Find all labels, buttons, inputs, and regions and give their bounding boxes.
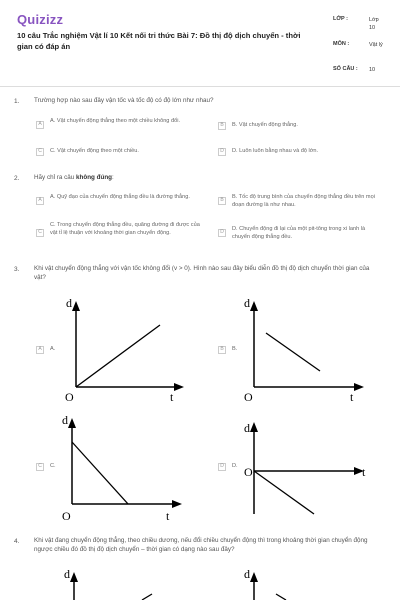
q3-graph-a-line (76, 325, 160, 387)
q3-graph-b-o-label: O (244, 390, 253, 404)
q3-graph-b-d-label: d (244, 296, 250, 310)
q3-graph-d-y-arrow (250, 422, 258, 432)
q3-option-c-text: C. (50, 463, 56, 469)
subject-value: Vật lý (369, 42, 383, 48)
q4-number: 4. (14, 538, 20, 545)
q4-graph-b (240, 566, 370, 600)
q3-option-d-text: D. (232, 463, 238, 469)
page-title: 10 câu Trắc nghiệm Vật lí 10 Kết nối tri thức Bài 7: Đồ thị độ dịch chuyển - thời gian có đáp án (17, 31, 301, 51)
q2-option-b-text: B. Tốc độ trung bình của chuyển động thẳng đều trên mọi đoạn đường là như nhau. (232, 194, 375, 208)
q3-graph-b (240, 295, 370, 405)
q1-option-c-text: C. Vật chuyển động theo một chiều. (50, 148, 139, 154)
q3-graph-a-o-label: O (65, 390, 74, 404)
count-label: SỐ CÂU : (333, 66, 358, 72)
q2-option-d-text: D. Chuyển động đi lại của một pit-tông trong xi lanh là chuyển động thẳng đều. (232, 226, 366, 240)
q3-graph-c-o-label: O (62, 509, 71, 523)
q1-option-c-box: C (36, 148, 44, 156)
q4-graph-b-line (276, 594, 286, 600)
quizizz-logo: Quizizz (17, 12, 64, 27)
q3-graph-c-y-arrow (68, 418, 76, 428)
q4-graph-a (60, 566, 190, 600)
q3-option-a-box: A (36, 346, 44, 354)
q4-graph-b-y-arrow (250, 572, 258, 582)
subject-label: MÔN : (333, 41, 350, 47)
q2-option-a-text: A. Quỹ đạo của chuyển động thẳng đều là đường thẳng. (50, 194, 190, 200)
q3-graph-c (58, 412, 188, 524)
q1-number: 1. (14, 98, 20, 105)
q2-option-d-box: D (218, 229, 226, 237)
q1-option-b-box: B (218, 122, 226, 130)
q2-option-a-box: A (36, 197, 44, 205)
q4-graph-a-y-arrow (70, 572, 78, 582)
q3-graph-d-o-label: O (244, 465, 253, 479)
q3-graph-b-line (266, 333, 320, 371)
q3-graph-d-d-label: d (244, 421, 250, 435)
q3-option-c-box: C (36, 463, 44, 471)
header-divider (0, 86, 400, 87)
q3-graph-d (240, 412, 380, 524)
q3-graph-a-x-arrow (174, 383, 184, 391)
q4-text: Khi vật đang chuyển động thẳng, theo chiều dương, nếu đổi chiều chuyển động thì trong khoảng thời gian chuyển động ngược chiều đó đồ thị độ dịch chuyển – thời gian có dạng nào sau đây? (34, 537, 368, 553)
q1-option-d-text: D. Luôn luôn bằng nhau và độ lớn. (232, 148, 319, 154)
q3-option-a-text: A. (50, 346, 56, 352)
q1-option-a-box: A (36, 121, 44, 129)
q3-graph-d-t-label: t (362, 465, 366, 479)
q3-graph-c-x-arrow (172, 500, 182, 508)
q3-text: Khi vật chuyển động thẳng với vận tốc không đổi (v > 0). Hình nào sau đây biểu diễn đồ thị độ dịch chuyển thời gian của vật? (34, 265, 370, 281)
q2-option-c-box: C (36, 229, 44, 237)
q2-text (34, 174, 379, 183)
q2-text-bold: không đúng (76, 174, 113, 181)
q3-graph-c-t-label: t (166, 509, 170, 523)
q2-option-b-box: B (218, 197, 226, 205)
q3-option-b-box: B (218, 346, 226, 354)
q2-text-suffix: : (112, 174, 114, 181)
q3-graph-a (60, 295, 190, 405)
class-label: LỚP : (333, 16, 348, 22)
q3-graph-c-d-label: d (62, 413, 68, 427)
q1-option-d-box: D (218, 148, 226, 156)
count-value: 10 (369, 67, 376, 73)
q2-text-prefix: Hãy chỉ ra câu (34, 174, 76, 181)
q3-option-d-box: D (218, 463, 226, 471)
q1-text: Trường hợp nào sau đây vận tốc và tốc độ có độ lớn như nhau? (34, 97, 214, 104)
q4-graph-b-d-label: d (244, 567, 250, 581)
q3-graph-a-t-label: t (170, 390, 174, 404)
worksheet-header (0, 0, 400, 86)
q3-graph-b-t-label: t (350, 390, 354, 404)
q2-option-c-text: C. Trong chuyển động thẳng đều, quãng đường đi được của vật tỉ lệ thuận với khoảng thời gian chuyển động. (50, 222, 200, 236)
q3-graph-a-d-label: d (66, 296, 72, 310)
class-value: Lớp 10 (369, 17, 379, 31)
q3-number: 3. (14, 266, 20, 273)
q1-option-b-text: B. Vật chuyển động thẳng. (232, 122, 298, 128)
q3-graph-c-line (72, 442, 128, 504)
q4-graph-a-line (142, 594, 152, 600)
q4-graph-a-d-label: d (64, 567, 70, 581)
q2-number: 2. (14, 175, 20, 182)
q3-graph-a-y-arrow (72, 301, 80, 311)
q3-graph-b-x-arrow (354, 383, 364, 391)
q1-option-a-text: A. Vật chuyển động thẳng theo một chiều không đổi. (50, 118, 180, 124)
q3-graph-d-line (254, 471, 314, 514)
q3-graph-b-y-arrow (250, 301, 258, 311)
q3-option-b-text: B. (232, 346, 238, 352)
